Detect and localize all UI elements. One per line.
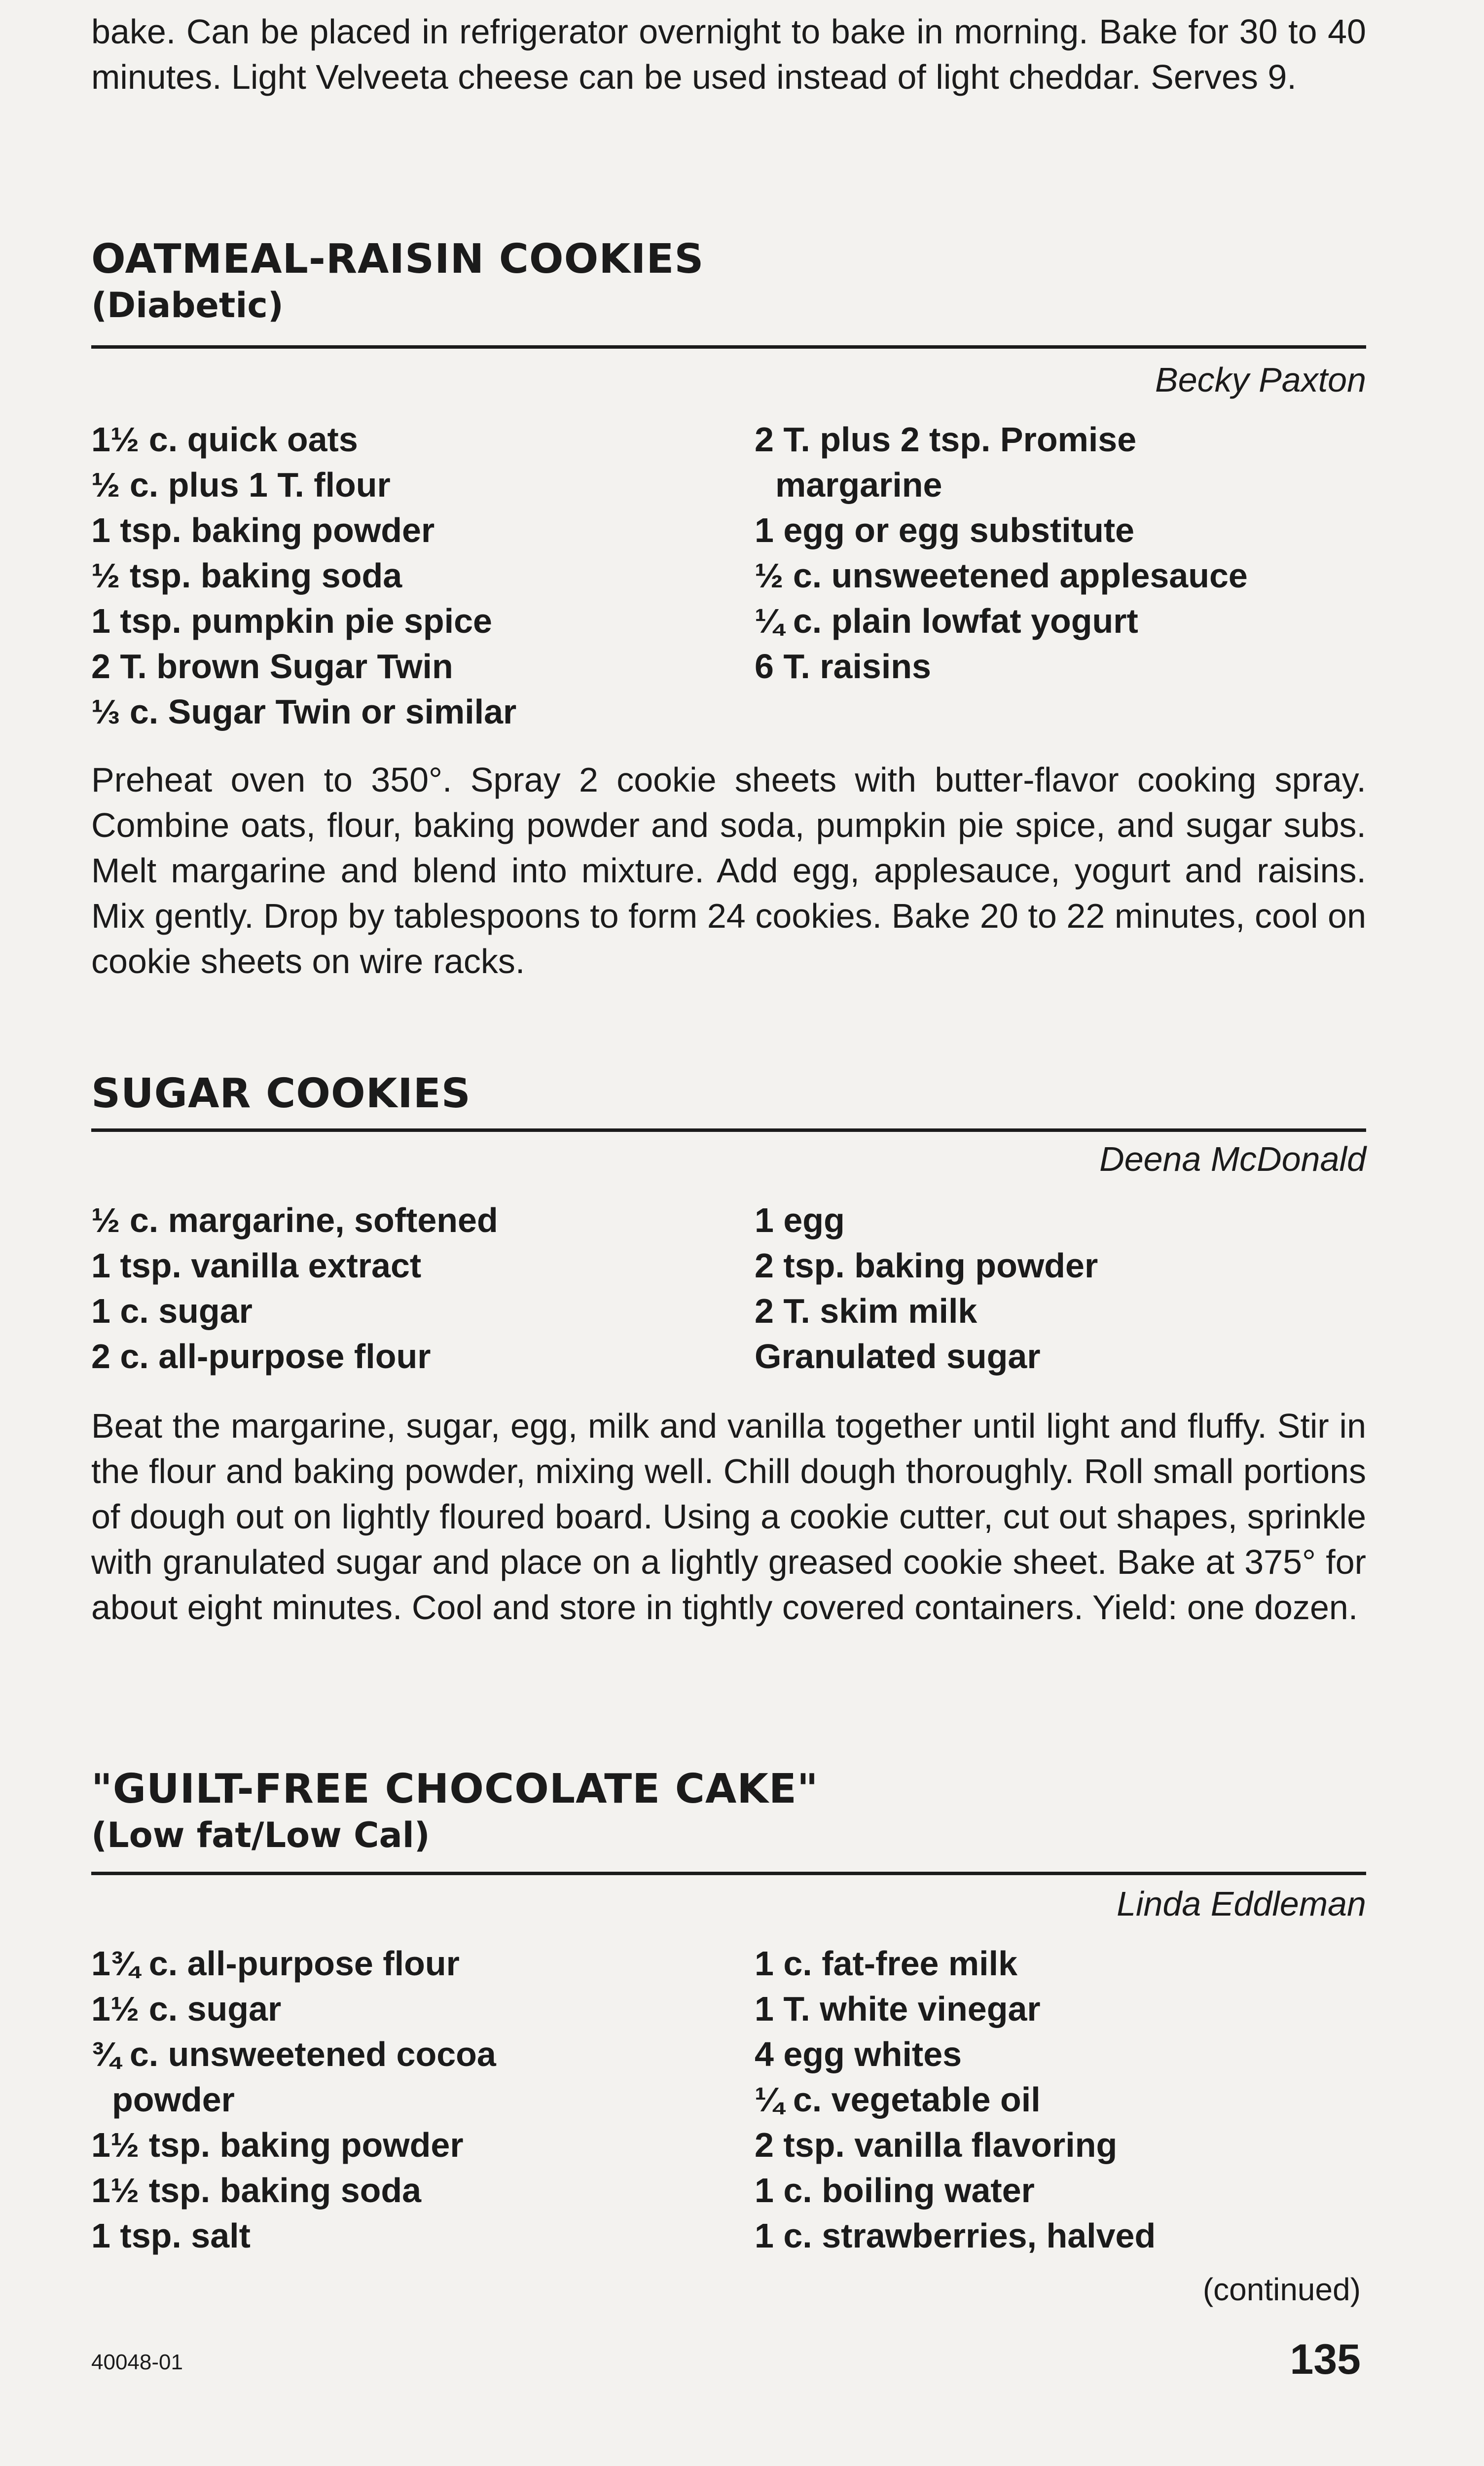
- ingredient-item: 1½ tsp. baking powder: [91, 2126, 464, 2164]
- ingredient-item: 6 T. raisins: [755, 647, 931, 686]
- ingredient-item: 2 c. all-purpose flour: [91, 1337, 431, 1376]
- ingredient-item: 1½ c. quick oats: [91, 420, 358, 459]
- ingredient-item: ¾ c. unsweetened cocoa: [91, 2035, 496, 2073]
- ingredient-item: 1 tsp. baking powder: [91, 511, 435, 549]
- ingredient-item: ¼ c. plain lowfat yogurt: [755, 602, 1138, 640]
- ingredient-item: 1 tsp. vanilla extract: [91, 1246, 422, 1285]
- ingredient-item: 1 c. boiling water: [755, 2171, 1035, 2210]
- ingredient-column-right: [755, 1197, 1366, 1379]
- intro-section: [91, 9, 1366, 100]
- continued-note: (continued): [1202, 2272, 1361, 2307]
- recipe-sugar-cookies-header: [91, 1070, 1366, 1118]
- ingredient-column-right: [755, 1941, 1366, 2258]
- ingredient-item: 2 T. skim milk: [755, 1292, 977, 1330]
- ingredient-item: 1 c. fat-free milk: [755, 1944, 1017, 1983]
- ingredient-item: 1 tsp. pumpkin pie spice: [91, 602, 492, 640]
- page-number: 135: [1290, 2336, 1361, 2383]
- document-code: 40048-01: [91, 2350, 183, 2374]
- recipe-oatmeal-raisin-header: [91, 236, 1366, 327]
- ingredient-item: 1½ c. sugar: [91, 1990, 282, 2028]
- ingredient-item: 2 T. plus 2 tsp. Promise: [755, 420, 1137, 459]
- ingredient-item: 2 tsp. vanilla flavoring: [755, 2126, 1118, 2164]
- ingredient-item: 2 T. brown Sugar Twin: [91, 647, 453, 686]
- ingredient-item: ⅓ c. Sugar Twin or similar: [91, 692, 517, 731]
- ingredient-column-left: [91, 417, 732, 734]
- ingredient-item: margarine: [775, 466, 942, 504]
- ingredient-item: ½ tsp. baking soda: [91, 556, 402, 595]
- recipe-subtitle: (Diabetic): [91, 285, 284, 326]
- ingredient-item: Granulated sugar: [755, 1337, 1041, 1376]
- ingredient-item: 1 tsp. salt: [91, 2216, 251, 2255]
- ingredient-column-left: [91, 1197, 732, 1379]
- ingredient-item: ½ c. plus 1 T. flour: [91, 466, 391, 504]
- ingredient-item: 2 tsp. baking powder: [755, 1246, 1098, 1285]
- recipe-author: Becky Paxton: [1155, 361, 1366, 399]
- ingredient-item: 1 egg: [755, 1201, 845, 1239]
- title-rule: [91, 345, 1366, 349]
- ingredient-item: 1 T. white vinegar: [755, 1990, 1041, 2028]
- recipe-directions: Preheat oven to 350°. Spray 2 cookie sheets with butter-flavor cooking spray. Combine oats, flour, baking powder and soda, pumpkin pie spice, and sugar subs. Melt margarine and blend into mixture. Add egg, applesauce, yogurt and raisins. Mix gently. Drop by tablespoons to form 24 cookies. Bake 20 to 22 minutes, cool on cookie sheets on wire racks.: [91, 761, 1366, 980]
- ingredient-item: powder: [112, 2080, 235, 2119]
- ingredient-item: 1¾ c. all-purpose flour: [91, 1944, 460, 1983]
- ingredient-column-left: [91, 1941, 732, 2258]
- ingredient-item: 1 c. strawberries, halved: [755, 2216, 1156, 2255]
- recipe-chocolate-cake-header: [91, 1766, 1366, 1857]
- ingredient-item: 1 egg or egg substitute: [755, 511, 1135, 549]
- ingredient-column-right: [755, 417, 1366, 689]
- recipe-title: SUGAR COOKIES: [91, 1070, 471, 1117]
- recipe-author: Deena McDonald: [1099, 1140, 1366, 1178]
- recipe-title: OATMEAL-RAISIN COOKIES: [91, 236, 704, 283]
- ingredient-item: ½ c. unsweetened applesauce: [755, 556, 1248, 595]
- recipe-subtitle: (Low fat/Low Cal): [91, 1815, 430, 1855]
- recipe-directions-section: [91, 757, 1366, 984]
- recipe-directions-section: [91, 1403, 1366, 1630]
- ingredient-item: 1½ tsp. baking soda: [91, 2171, 422, 2210]
- ingredient-item: 1 c. sugar: [91, 1292, 253, 1330]
- ingredient-item: ¼ c. vegetable oil: [755, 2080, 1041, 2119]
- ingredient-item: 4 egg whites: [755, 2035, 962, 2073]
- recipe-title: "GUILT-FREE CHOCOLATE CAKE": [91, 1766, 819, 1813]
- title-rule: [91, 1128, 1366, 1132]
- intro-paragraph: bake. Can be placed in refrigerator overnight to bake in morning. Bake for 30 to 40 minutes. Light Velveeta cheese can be used instead of light cheddar. Serves 9.: [91, 12, 1366, 96]
- title-rule: [91, 1872, 1366, 1875]
- recipe-author: Linda Eddleman: [1117, 1885, 1366, 1923]
- ingredient-item: ½ c. margarine, softened: [91, 1201, 498, 1239]
- recipe-directions: Beat the margarine, sugar, egg, milk and vanilla together until light and fluffy. Stir in the flour and baking powder, mixing well. Chill dough thoroughly. Roll small portions of dough out on lightly floured board. Using a cookie cutter, cut out shapes, sprinkle with granulated sugar and place on a lightly greased cookie sheet. Bake at 375° for about eight minutes. Cool and store in tightly covered containers. Yield: one dozen.: [91, 1407, 1366, 1627]
